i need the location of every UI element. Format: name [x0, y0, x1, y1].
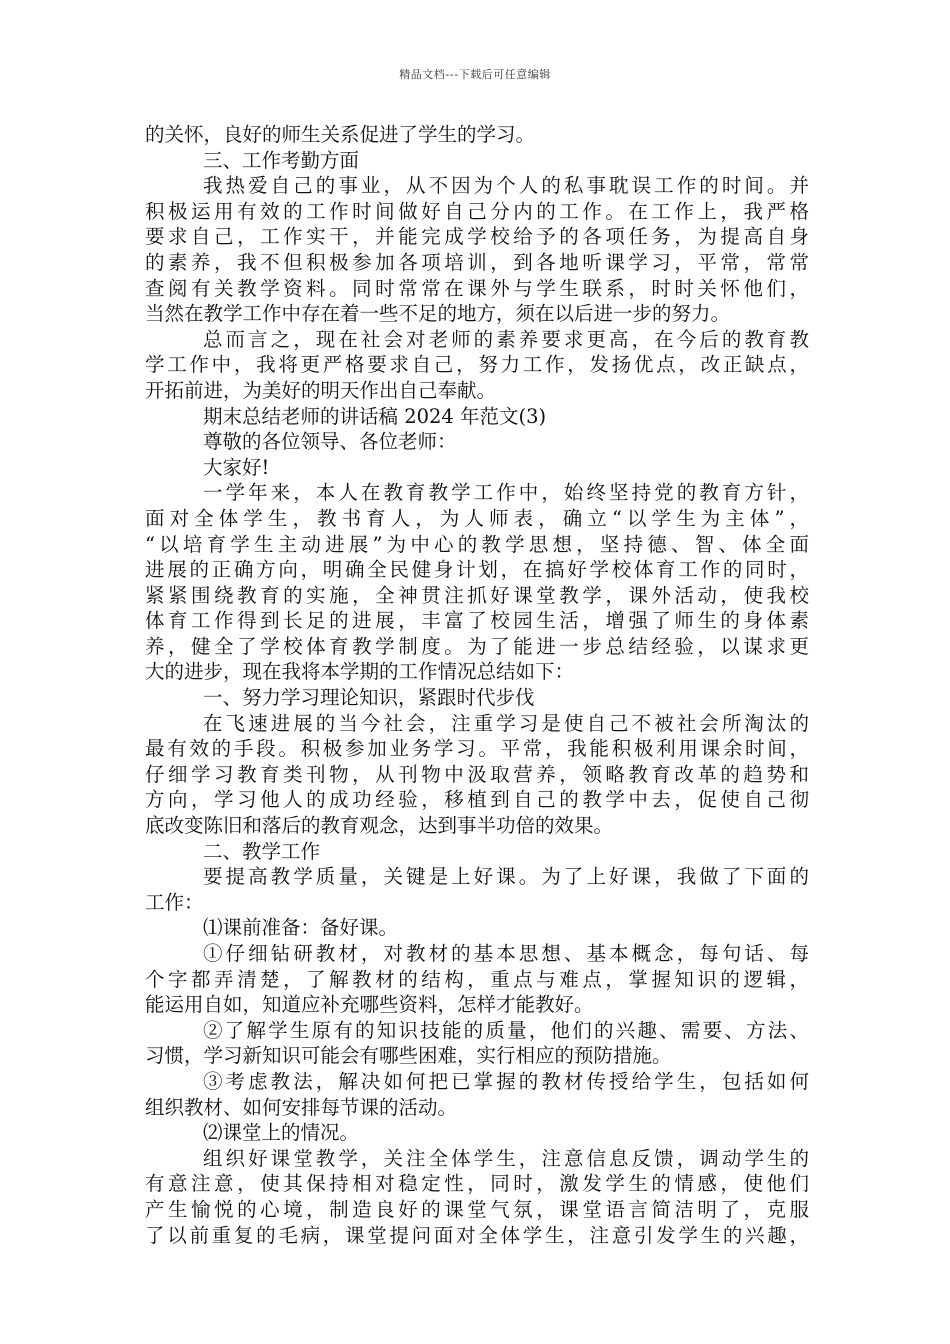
text-line: 三、工作考勤方面 — [203, 148, 360, 172]
text-line: 组织教材、如何安排每节课的活动。 — [145, 1095, 458, 1119]
text-line: 要提高教学质量，关键是上好课。为了上好课，我做了下面的 — [203, 865, 809, 889]
text-line: 开拓前进，为美好的明天作出自己奉献。 — [145, 378, 497, 402]
text-line: 个字都弄清楚，了解教材的结构，重点与难点，掌握知识的逻辑， — [145, 967, 809, 991]
text-line: 的素养，我不但积极参加各项培训，到各地听课学习，平常，常常 — [145, 250, 809, 274]
text-line: 工作： — [145, 890, 204, 914]
text-line: 总而言之，现在社会对老师的素养要求更高，在今后的教育教 — [203, 327, 809, 351]
text-line: “以培育学生主动进展”为中心的教学思想，坚持德、智、体全面 — [145, 532, 809, 556]
text-line: 方向，学习他人的成功经验，移植到自己的教学中去，促使自己彻 — [145, 788, 809, 812]
text-line: 养，健全了学校体育教学制度。为了能进一步总结经验，以谋求更 — [145, 634, 809, 658]
text-line: 组织好课堂教学，关注全体学生，注意信息反馈，调动学生的 — [203, 1146, 809, 1170]
text-line: ⑴课前准备：备好课。 — [203, 916, 399, 940]
text-line: 二、教学工作 — [203, 839, 321, 863]
text-line: 底改变陈旧和落后的教育观念，达到事半功倍的效果。 — [145, 814, 614, 838]
document-body — [145, 122, 809, 1248]
text-line: ③考虑教法，解决如何把已掌握的教材传授给学生，包括如何 — [203, 1069, 809, 1093]
text-line: 学工作中，我将更严格要求自己，努力工作，发扬优点，改正缺点， — [145, 353, 809, 377]
text-line: 仔细学习教育类刊物，从刊物中汲取营养，领略教育改革的趋势和 — [145, 762, 809, 786]
text-line: 我热爱自己的事业，从不因为个人的私事耽误工作的时间。并 — [203, 174, 809, 198]
text-line: 进展的正确方向，明确全民健身计划，在搞好学校体育工作的同时， — [145, 558, 809, 582]
text-line: 尊敬的各位领导、各位老师： — [203, 430, 457, 454]
text-line: 有意注意，使其保持相对稳定性，同时，激发学生的情感，使他们 — [145, 1172, 809, 1196]
text-line: 的关怀，良好的师生关系促进了学生的学习。 — [145, 123, 536, 146]
text-line: 紧紧围绕教育的实施，全神贯注抓好课堂教学，课外活动，使我校 — [145, 583, 809, 607]
text-line: ⑵课堂上的情况。 — [203, 1121, 360, 1145]
text-line: 产生愉悦的心境，制造良好的课堂气氛，课堂语言简洁明了，克服 — [145, 1197, 809, 1221]
text-line: 能运用自如，知道应补充哪些资料，怎样才能教好。 — [145, 993, 594, 1017]
text-line: 大的进步，现在我将本学期的工作情况总结如下： — [145, 660, 575, 684]
text-line: 在飞速进展的当今社会，注重学习是使自己不被社会所淘汰的 — [203, 711, 809, 735]
text-line: 了以前重复的毛病，课堂提问面对全体学生，注意引发学生的兴趣， — [145, 1223, 809, 1247]
text-line: 大家好! — [203, 455, 270, 479]
text-line: 最有效的手段。积极参加业务学习。平常，我能积极利用课余时间， — [145, 737, 809, 761]
text-line: 面对全体学生，教书育人，为人师表，确立“以学生为主体”， — [145, 506, 809, 530]
text-line: 一学年来，本人在教育教学工作中，始终坚持党的教育方针， — [203, 481, 809, 505]
text-line: 期末总结老师的讲话稿 2024 年范文(3) — [203, 404, 547, 428]
text-line: 习惯，学习新知识可能会有哪些困难，实行相应的预防措施。 — [145, 1044, 672, 1068]
text-line: ①仔细钻研教材，对教材的基本思想、基本概念，每句话、每 — [203, 942, 809, 965]
text-line: 当然在教学工作中存在着一些不足的地方，须在以后进一步的努力。 — [145, 302, 731, 326]
text-line: 积极运用有效的工作时间做好自己分内的工作。在工作上，我严格 — [145, 199, 809, 223]
page-header: 精品文档---下载后可任意编辑 — [399, 68, 551, 81]
text-line: ②了解学生原有的知识技能的质量，他们的兴趣、需要、方法、 — [203, 1018, 809, 1042]
text-line: 查阅有关教学资料。同时常常在课外与学生联系，时时关怀他们， — [145, 276, 809, 300]
text-line: 要求自己，工作实干，并能完成学校给予的各项任务，为提高自身 — [145, 225, 809, 249]
text-line: 一、努力学习理论知识，紧跟时代步伐 — [203, 686, 535, 710]
text-line: 体育工作得到长足的进展，丰富了校园生活，增强了师生的身体素 — [145, 609, 809, 633]
